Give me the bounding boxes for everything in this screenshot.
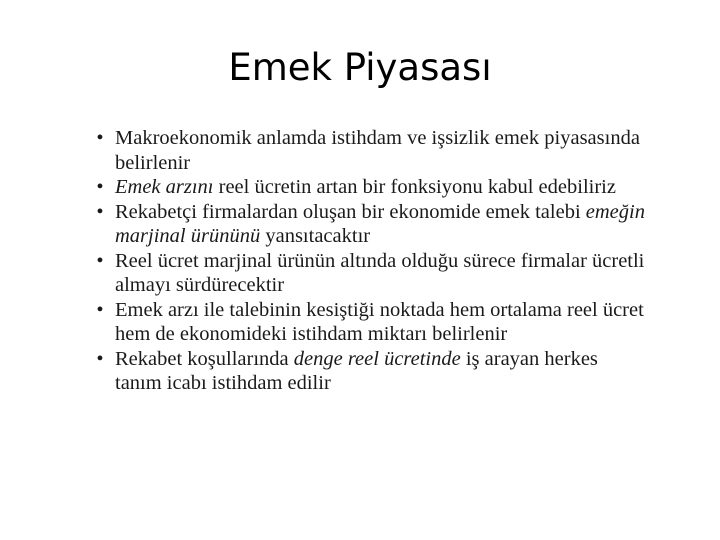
bullet-text: iş arayan herkes tanım icabı istihdam edilir <box>115 347 598 394</box>
bullet-text-italic: emeğin marjinal ürününü <box>115 200 645 247</box>
bullet-text: Rekabetçi firmalardan oluşan bir ekonomide emek talebi <box>115 200 586 223</box>
bullet-text-italic: Emek arzını <box>115 176 214 198</box>
bullet-item <box>88 175 648 200</box>
bullet-item <box>88 347 648 396</box>
bullet-text: reel ücretin artan bir fonksiyonu kabul edebiliriz <box>213 176 616 198</box>
bullet-glyph: • <box>96 127 104 149</box>
bullet-glyph: • <box>96 347 104 370</box>
bullet-glyph: • <box>96 200 104 223</box>
bullet-text: Emek arzı ile talebinin kesiştiği noktada hem ortalama reel ücret hem de ekonomideki istihdam miktarı belirlenir <box>115 298 644 345</box>
bullet-text: Reel ücret marjinal ürünün altında olduğu sürece firmalar ücretli almayı sürdürecektir <box>115 249 645 296</box>
bullet-list <box>88 126 648 396</box>
bullet-item <box>88 298 648 347</box>
bullet-glyph: • <box>96 298 104 321</box>
bullet-item <box>88 249 648 298</box>
bullet-text: Makroekonomik anlamda istihdam ve işsizlik emek piyasasında belirlenir <box>115 127 640 174</box>
bullet-item <box>88 200 648 249</box>
bullet-glyph: • <box>96 249 104 272</box>
bullet-item <box>88 126 648 175</box>
slide-title: Emek Piyasası <box>228 46 492 89</box>
bullet-glyph: • <box>96 176 104 198</box>
bullet-text: Rekabet koşullarında <box>115 347 294 370</box>
bullet-text: yansıtacaktır <box>260 225 371 247</box>
bullet-text-italic: denge reel ücretinde <box>293 347 461 370</box>
